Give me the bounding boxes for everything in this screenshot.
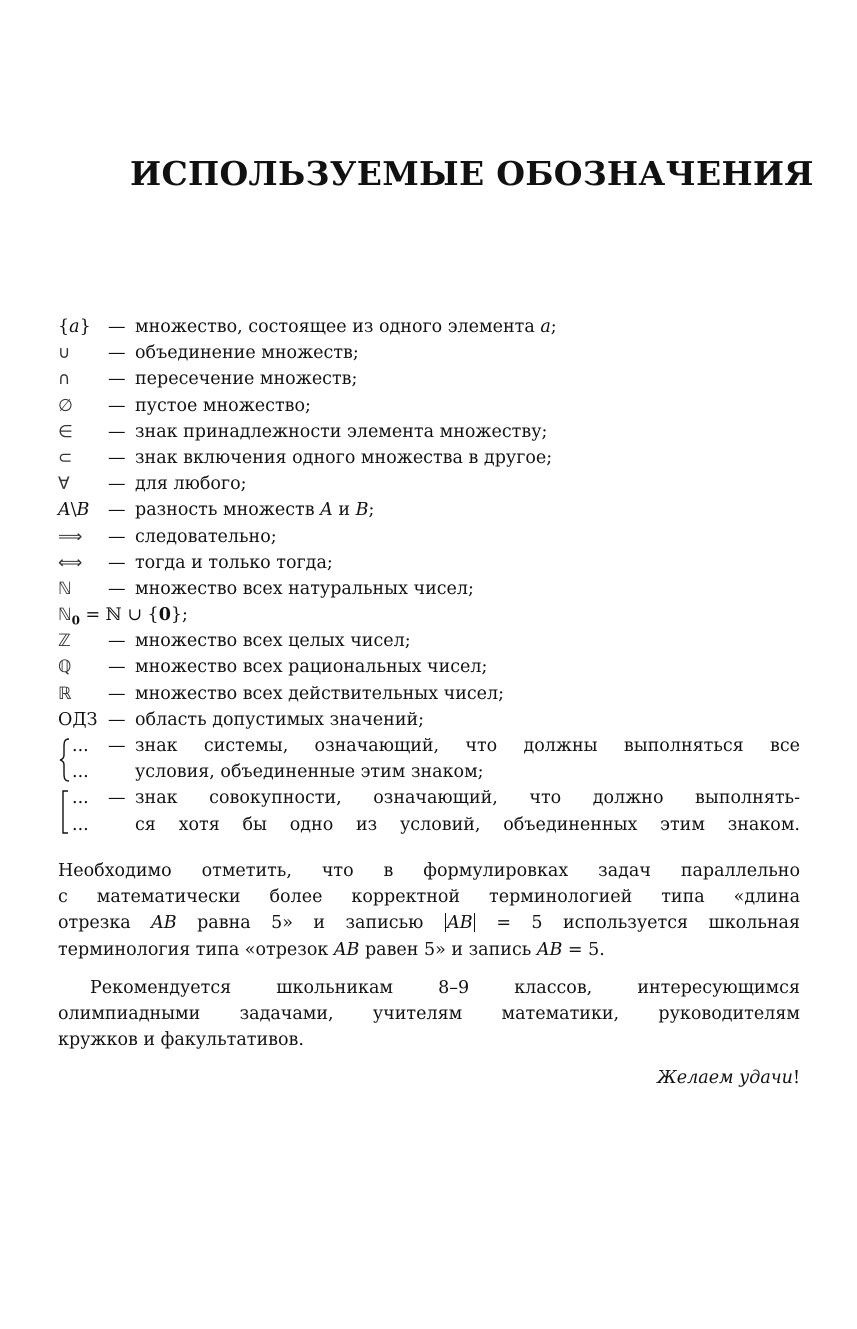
var-a: A xyxy=(58,500,71,521)
notation-row-intersection xyxy=(58,366,800,392)
empty-set-icon: ∅ xyxy=(58,395,73,416)
notation-row-odz xyxy=(58,707,800,733)
implies-arrow-icon: ⟹ xyxy=(58,526,83,547)
integers-icon: ℤ xyxy=(58,631,71,652)
notation-row-subset xyxy=(58,445,800,471)
notation-description: область допустимых значений; xyxy=(135,709,425,730)
for-all-icon: ∀ xyxy=(58,474,70,495)
reals-icon: ℝ xyxy=(58,683,72,704)
paragraph-gap xyxy=(58,963,800,975)
notation-description: знак принадлежности элемента множеству; xyxy=(135,421,548,442)
notation-description: объединение множеств; xyxy=(135,343,359,364)
segment-ab: AB xyxy=(536,939,563,960)
notation-description: множество всех натуральных чисел; xyxy=(135,578,474,599)
intersection-icon: ∩ xyxy=(58,369,71,390)
dash: — xyxy=(108,552,126,573)
system-dots: ... xyxy=(72,762,89,783)
set-difference-desc: разность множеств xyxy=(135,500,321,521)
body-text xyxy=(58,858,800,1092)
subscript-zero: 0 xyxy=(71,613,80,628)
notation-row-iff xyxy=(58,550,800,576)
abs-bar-left xyxy=(445,913,446,932)
dash: — xyxy=(108,317,126,337)
segment-ab-abs: AB xyxy=(447,913,473,934)
notation-description: множество всех целых чисел; xyxy=(135,631,411,652)
singleton-symbol xyxy=(58,314,91,340)
dash: — xyxy=(108,421,126,442)
notation-row-element-of xyxy=(58,419,800,445)
set-difference-symbol xyxy=(58,497,89,523)
paragraph-line: с математически более корректной терминологией типа «длина xyxy=(58,887,800,908)
notation-row-system xyxy=(58,733,800,785)
square-bracket-icon xyxy=(58,789,72,835)
paragraph-line xyxy=(58,910,800,936)
collection-dots: ... xyxy=(72,814,89,835)
dash: — xyxy=(108,343,126,364)
union-icon: ∪ xyxy=(58,343,71,364)
notation-row-union xyxy=(58,340,800,366)
element-of-icon: ∈ xyxy=(58,421,73,442)
dash: — xyxy=(108,631,126,652)
curly-brace-icon xyxy=(58,737,72,783)
dash: — xyxy=(108,736,126,756)
system-symbol xyxy=(58,733,108,785)
dash: — xyxy=(108,369,126,390)
singleton-var: a xyxy=(69,317,80,337)
bold-zero: 0 xyxy=(158,605,171,626)
iff-arrow-icon: ⟺ xyxy=(58,552,83,573)
singleton-desc: множество, состоящее из одного элемента xyxy=(135,317,541,337)
notation-description: множество всех действительных чисел; xyxy=(135,683,505,704)
notation-description: пустое множество; xyxy=(135,395,311,416)
paragraph-gap xyxy=(58,1053,800,1065)
recommendation-paragraph xyxy=(58,975,800,1054)
note-paragraph xyxy=(58,858,800,963)
notation-description: для любого; xyxy=(135,474,247,495)
page-title: ИСПОЛЬЗУЕМЫЕ ОБОЗНАЧЕНИЯ xyxy=(130,154,814,193)
notation-description: пересечение множеств; xyxy=(135,369,358,390)
desc-var-b: B xyxy=(355,500,369,521)
brace-open: { xyxy=(58,317,70,337)
text-fragment: = 5 используется школьная xyxy=(475,913,800,934)
notation-description xyxy=(135,314,800,340)
var-b: B xyxy=(76,500,90,521)
collection-dots: ... xyxy=(72,788,89,809)
notation-description-continued: ся хотя бы одно из условий, объединенных этим знаком. xyxy=(135,814,800,835)
formula-end: }; xyxy=(170,605,188,626)
collection-symbol xyxy=(58,785,108,837)
wish-exclamation: ! xyxy=(792,1068,800,1089)
notation-row-implies xyxy=(58,524,800,550)
notation-description: тогда и только тогда; xyxy=(135,552,333,573)
notation-row-singleton xyxy=(58,314,800,340)
wish-text: Желаем удачи xyxy=(657,1068,793,1089)
desc-var-a: A xyxy=(320,500,333,521)
notation-row-rationals xyxy=(58,654,800,680)
abs-bar-right xyxy=(474,913,475,932)
text-fragment: отрезка xyxy=(58,913,152,934)
dash: — xyxy=(108,526,126,547)
notation-description-continued: условия, объединенные этим знаком; xyxy=(135,762,484,783)
segment-ab: AB xyxy=(151,913,177,934)
singleton-desc-var: a xyxy=(540,317,551,337)
paragraph-line: кружков и факультативов. xyxy=(58,1030,304,1051)
notation-description: знак системы, означающий, что должны выполняться все xyxy=(135,736,800,756)
paragraph-line: Необходимо отметить, что в формулировках задач параллельно xyxy=(58,861,800,881)
notation-list xyxy=(58,314,800,838)
rationals-icon: ℚ xyxy=(58,657,72,678)
brace-close: } xyxy=(79,317,91,337)
notation-description: знак включения одного множества в другое; xyxy=(135,447,553,468)
subset-icon: ⊂ xyxy=(58,447,73,468)
notation-row-for-all xyxy=(58,471,800,497)
notation-row-empty-set xyxy=(58,393,800,419)
singleton-desc-end: ; xyxy=(550,317,557,337)
paragraph-line: Рекомендуется школьникам 8–9 классов, интересующимся xyxy=(90,977,800,998)
backslash-operator: \ xyxy=(70,500,77,521)
notation-row-set-difference xyxy=(58,497,800,523)
naturals-icon: ℕ xyxy=(58,605,72,626)
system-dots: ... xyxy=(72,736,89,756)
dash: — xyxy=(108,788,126,809)
text-fragment: равна 5» и записью xyxy=(176,913,444,934)
dash: — xyxy=(108,683,126,704)
dash: — xyxy=(108,447,126,468)
notation-description xyxy=(135,497,800,523)
text-fragment: равен 5» и запись xyxy=(359,939,537,960)
dash: — xyxy=(108,657,126,678)
dash: — xyxy=(108,709,126,730)
notation-description: знак совокупности, означающий, что должно выполнять- xyxy=(135,788,800,809)
segment-ab: AB xyxy=(333,939,360,960)
dash: — xyxy=(108,500,126,521)
notation-description: следовательно; xyxy=(135,526,277,547)
desc-mid: и xyxy=(332,500,356,521)
notation-row-naturals-zero xyxy=(58,602,800,628)
dash: — xyxy=(108,395,126,416)
dash: — xyxy=(108,578,126,599)
notation-row-integers xyxy=(58,628,800,654)
notation-row-naturals xyxy=(58,576,800,602)
desc-end: ; xyxy=(368,500,375,521)
text-fragment: терминология типа «отрезок xyxy=(58,939,334,960)
notation-row-collection xyxy=(58,785,800,837)
paragraph-line: олимпиадными задачами, учителям математики, руководителям xyxy=(58,1003,800,1024)
naturals-icon: ℕ xyxy=(58,578,72,599)
closing-wish xyxy=(58,1065,800,1091)
odz-symbol: ОДЗ xyxy=(58,709,98,730)
notation-row-reals xyxy=(58,681,800,707)
notation-description: множество всех рациональных чисел; xyxy=(135,657,488,678)
dash: — xyxy=(108,474,126,495)
formula-rest: = ℕ ∪ { xyxy=(79,605,159,626)
paragraph-line xyxy=(58,937,800,963)
text-fragment: = 5. xyxy=(562,939,605,960)
